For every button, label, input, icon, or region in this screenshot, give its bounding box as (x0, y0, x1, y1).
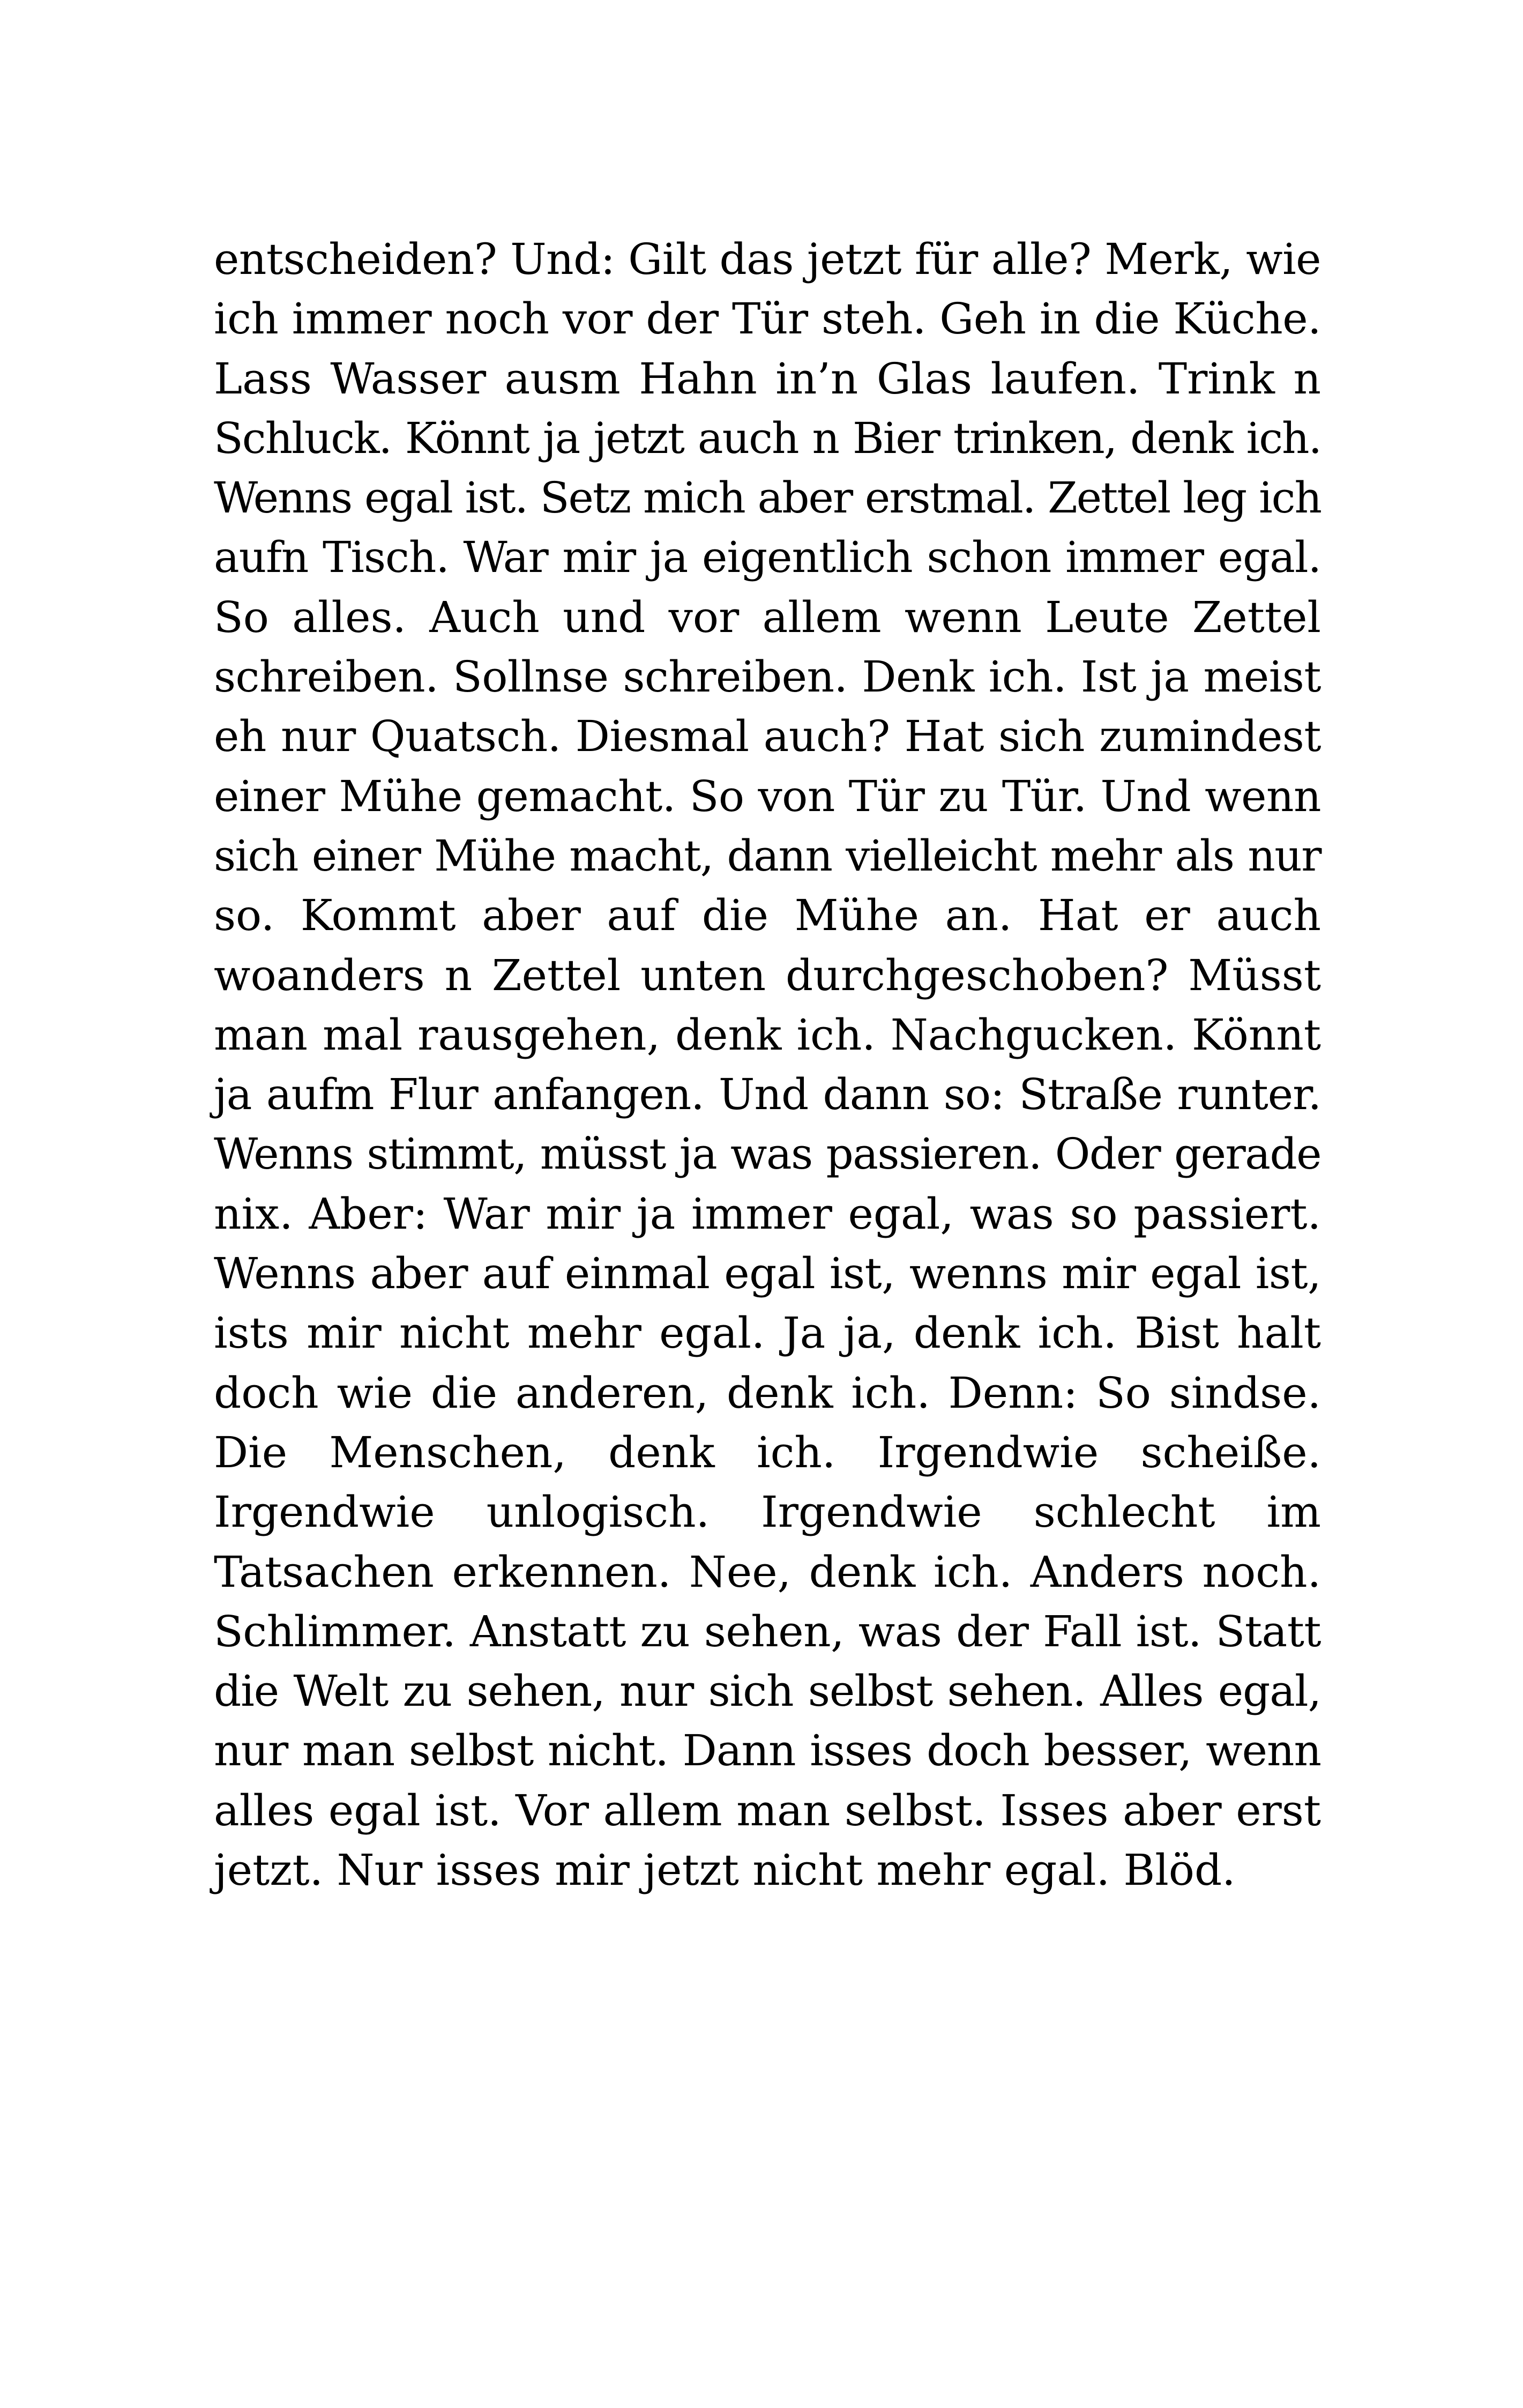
text-line: ich immer noch vor der Tür steh. Geh in die Küche. (214, 294, 1321, 344)
text-line: Irgendwie unlogisch. Irgendwie schlecht im (214, 1487, 1321, 1537)
text-line: ja aufm Flur anfangen. Und dann so: Straße runter. (214, 1069, 1321, 1120)
text-line: eh nur Quatsch. Diesmal auch? Hat sich zumindest (214, 711, 1321, 762)
text-line: Wenns stimmt, müsst ja was passieren. Oder gerade (214, 1129, 1321, 1179)
text-line: jetzt. Nur isses mir jetzt nicht mehr egal. Blöd. (214, 1845, 1236, 1896)
text-line: sich einer Mühe macht, dann vielleicht mehr als nur (214, 830, 1321, 881)
text-line: woanders n Zettel unten durchgeschoben? Müsst (214, 950, 1321, 1000)
text-line: Schlimmer. Anstatt zu sehen, was der Fall ist. Statt (214, 1606, 1321, 1656)
text-line: Lass Wasser ausm Hahn in’n Glas laufen. Trink n (214, 353, 1321, 404)
text-line: aufn Tisch. War mir ja eigentlich schon immer egal. (214, 532, 1321, 583)
text-line: So alles. Auch und vor allem wenn Leute Zettel (214, 592, 1321, 642)
text-line: Wenns egal ist. Setz mich aber erstmal. Zettel leg ich (214, 473, 1321, 523)
text-line: so. Kommt aber auf die Mühe an. Hat er auch (214, 890, 1321, 941)
text-line: Schluck. Könnt ja jetzt auch n Bier trinken, denk ich. (214, 413, 1321, 463)
text-line: nix. Aber: War mir ja immer egal, was so passiert. (214, 1188, 1321, 1239)
text-line: ists mir nicht mehr egal. Ja ja, denk ich. Bist halt (214, 1308, 1321, 1358)
text-line: doch wie die anderen, denk ich. Denn: So sindse. (214, 1367, 1321, 1418)
text-line: man mal rausgehen, denk ich. Nachgucken. Könnt (214, 1009, 1321, 1060)
text-line: die Welt zu sehen, nur sich selbst sehen. Alles egal, (214, 1666, 1321, 1716)
text-line: entscheiden? Und: Gilt das jetzt für alle? Merk, wie (214, 234, 1321, 284)
text-line: schreiben. Sollnse schreiben. Denk ich. Ist ja meist (214, 652, 1321, 702)
text-line: nur man selbst nicht. Dann isses doch besser, wenn (214, 1726, 1321, 1776)
text-line: Tatsachen erkennen. Nee, denk ich. Anders noch. (214, 1547, 1321, 1597)
text-line: alles egal ist. Vor allem man selbst. Isses aber erst (214, 1785, 1321, 1835)
body-text (214, 229, 1321, 1900)
text-line: Die Menschen, denk ich. Irgendwie scheiße. (214, 1427, 1321, 1477)
text-line: Wenns aber auf einmal egal ist, wenns mir egal ist, (214, 1248, 1321, 1299)
text-line: einer Mühe gemacht. So von Tür zu Tür. Und wenn (214, 771, 1321, 821)
